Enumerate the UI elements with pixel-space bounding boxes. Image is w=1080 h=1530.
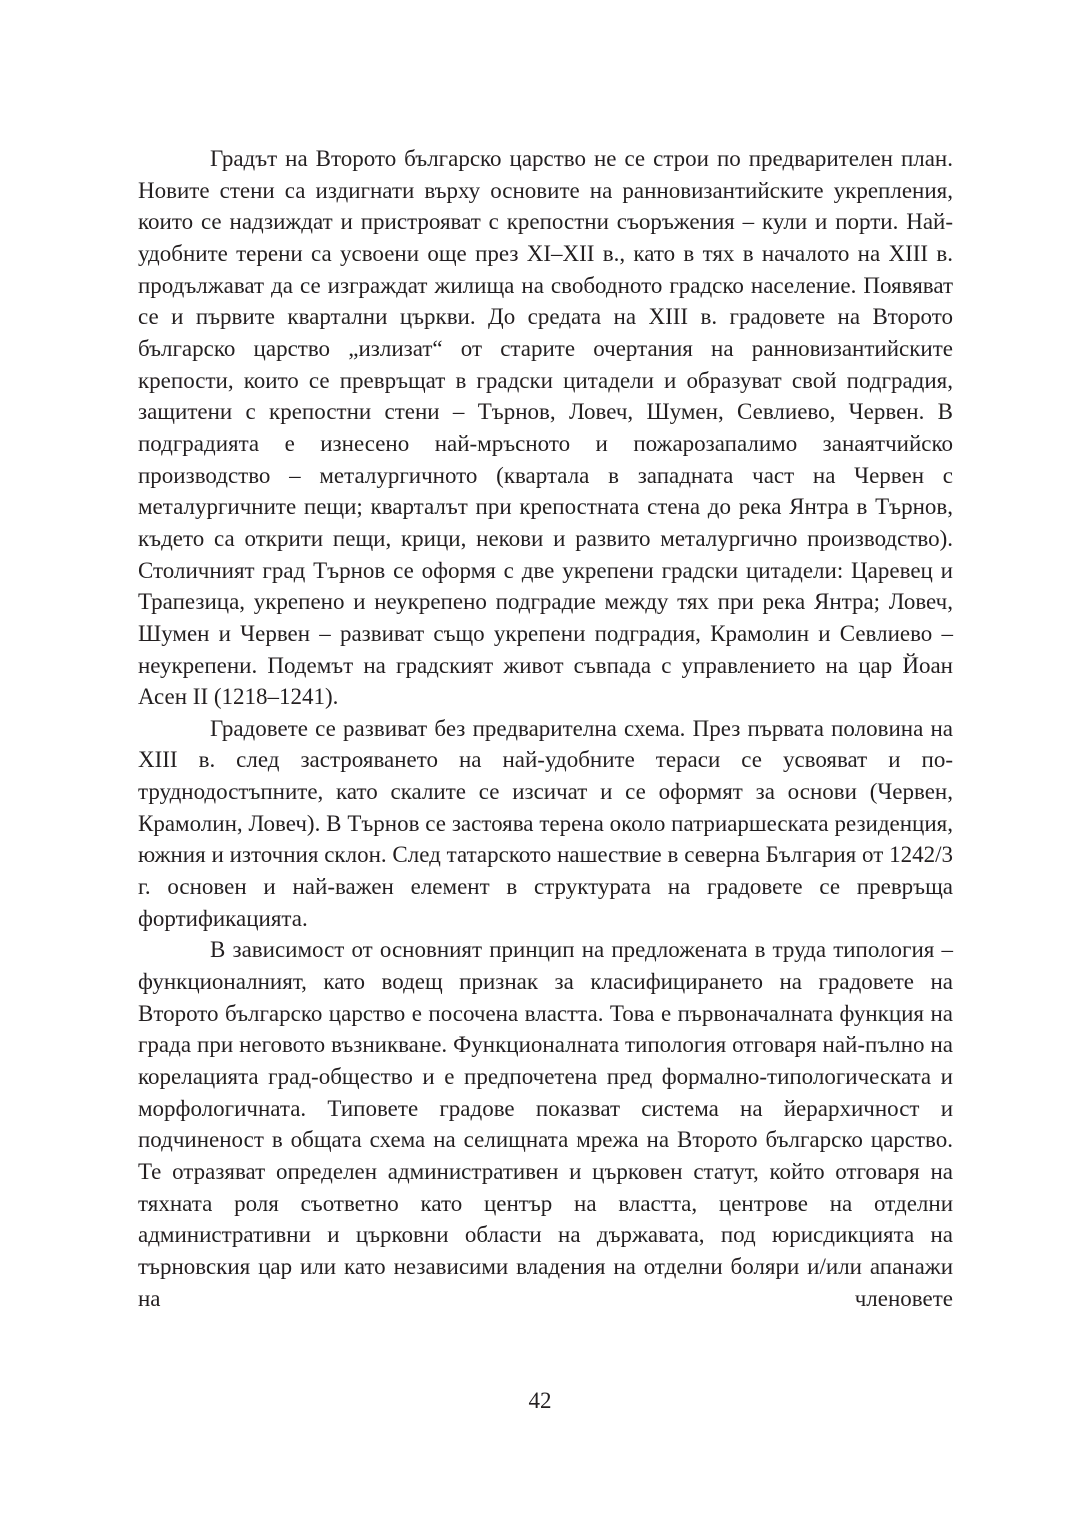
body-text xyxy=(138,143,953,1314)
page-number: 42 xyxy=(528,1388,552,1413)
paragraph-2: Градовете се развиват без предварителна схема. През първата половина на XIII в. след застрояването на най-удобните тераси се усвояват и по-труднодостъпните, като скалите се изсичат и се оформят за основи (Червен, Крамолин, Ловеч). В Търнов се застоява терена около патриаршеската резиденция, южния и източния склон. След татарското нашествие в северна България от 1242/3 г. основен и най-важен елемент в структурата на градовете се превръща фортификацията. xyxy=(138,715,953,931)
paragraph-1: Градът на Второто българско царство не се строи по предварителен план. Новите стени са издигнати върху основите на ранновизантийските укрепления, които се надзиждат и пристрояват с крепостни съоръжения – кули и порти. Най-удобните терени са усвоени още през XI–XII в., като в тях в началото на XIII в. продължават да се изграждат жилища на свободното градско население. Появяват се и първите квартални църкви. До средата на XIII в. градовете на Второто българско царство „излизат“ от старите очертания на ранновизантийските крепости, които се превръщат в градски цитадели и образуват свой подградия, защитени с крепостни стени – Търнов, Ловеч, Шумен, Севлиево, Червен. В подградията е изнесено най-мръсното и пожарозапалимо занаятчийско производство – металургичното (квартала в западната част на Червен с металургичните пещи; кварталът при крепостната стена до река Янтра в Търнов, където са открити пещи, крици, некови и развито металургично производство). Столичният град Търнов се оформя с две укрепени градски цитадели: Царевец и Трапезица, укрепено и неукрепено подградие между тях при река Янтра; Ловеч, Шумен и Червен – развиват също укрепени подградия, Крамолин и Севлиево – неукрепени. Подемът на градският живот съвпада с управлението на цар Йоан Асен II (1218–1241). xyxy=(138,146,953,710)
paragraph-3: В зависимост от основният принцип на предложената в труда типология – функционалният, като водещ признак за класифицирането на градовете на Второто българско царство е посочена властта. Това е първоначалната функция на града при неговото възникване. Функционалната типология отговаря най-пълно на корелацията град-общество и е предпочетена пред формално-типологическата и морфологичната. Типовете градове показват система на йерархичност и подчиненост в общата схема на селищната мрежа на Второто българско царство. Те отразяват определен административен и църковен статут, който отговаря на тяхната роля съответно като център на властта, центрове на отделни административни и църковни области на държавата, под юрисдикцията на търновския цар или като независими владения на отделни боляри и/или апанажи на членовете xyxy=(138,937,953,1311)
